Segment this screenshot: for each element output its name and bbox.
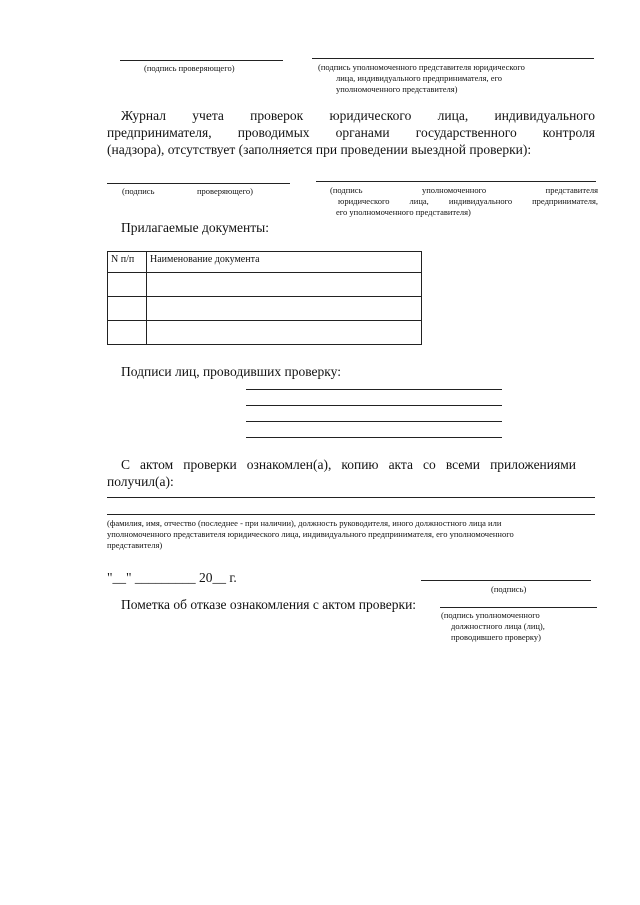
caption-line: (подпись уполномоченного <box>441 610 540 620</box>
acquainted-signature-caption: (подпись) <box>491 584 527 594</box>
table-cell[interactable] <box>147 273 422 297</box>
caption-line: (подпись уполномоченного представителя юридического <box>318 62 525 72</box>
journal-line: предпринимателя, проводимых органами государственного контроля <box>107 125 595 140</box>
attached-documents-table <box>107 251 422 345</box>
caption-line: (подпись уполномоченного представителя <box>330 185 598 195</box>
inspectors-signatures-heading: Подписи лиц, проводивших проверку: <box>121 364 341 379</box>
table-header-row <box>108 252 422 273</box>
acquainted-name-line[interactable] <box>107 514 595 515</box>
journal-inspector-caption: (подпись проверяющего) <box>122 186 253 196</box>
column-header-document-name: Наименование документа <box>147 252 422 273</box>
table-cell[interactable] <box>147 297 422 321</box>
caption-line: (фамилия, имя, отчество (последнее - при наличии), должность руководителя, иного должностного лица или <box>107 518 502 528</box>
inspector-signature-line <box>120 60 283 61</box>
table-row <box>108 321 422 345</box>
table-cell[interactable] <box>108 297 147 321</box>
inspector-signature-line[interactable] <box>246 421 502 422</box>
acquainted-line: С актом проверки ознакомлен(а), копию акта со всеми приложениями <box>121 457 576 472</box>
column-header-number: N п/п <box>108 252 147 273</box>
table-cell[interactable] <box>147 321 422 345</box>
table-row <box>108 297 422 321</box>
representative-signature-caption <box>318 62 588 95</box>
caption-line: уполномоченного представителя) <box>336 84 458 94</box>
acquainted-line: получил(а): <box>107 474 174 489</box>
journal-line: (надзора), отсутствует (заполняется при проведении выездной проверки): <box>107 142 532 157</box>
refusal-signature-caption <box>441 610 597 643</box>
caption-line: уполномоченного представителя юридического лица, индивидуального предпринимателя, его уполномоченного <box>107 529 514 539</box>
journal-line: Журнал учета проверок юридического лица, индивидуального <box>121 108 595 123</box>
inspector-signature-line[interactable] <box>246 405 502 406</box>
acquainted-name-line[interactable] <box>107 497 595 498</box>
acquainted-paragraph <box>107 456 576 490</box>
date-field[interactable]: "__" _________ 20__ г. <box>107 570 237 585</box>
refusal-note-label: Пометка об отказе ознакомления с актом проверки: <box>121 597 417 612</box>
caption-line: юридического лица, индивидуального предпринимателя, <box>338 196 598 206</box>
caption-line: проводившего проверку) <box>451 632 541 642</box>
journal-paragraph <box>107 107 595 158</box>
acquainted-signature-line[interactable] <box>421 580 591 581</box>
table-row <box>108 273 422 297</box>
caption-line: лица, индивидуального предпринимателя, его <box>336 73 503 83</box>
attached-documents-heading: Прилагаемые документы: <box>121 220 269 235</box>
representative-signature-line <box>312 58 594 59</box>
journal-representative-caption <box>330 185 598 218</box>
table-cell[interactable] <box>108 321 147 345</box>
acquainted-caption <box>107 518 599 551</box>
caption-line: должностного лица (лиц), <box>451 621 545 631</box>
refusal-signature-line[interactable] <box>440 607 597 608</box>
inspector-signature-caption: (подпись проверяющего) <box>144 63 235 73</box>
inspector-signature-line[interactable] <box>246 389 502 390</box>
inspector-signature-line[interactable] <box>246 437 502 438</box>
table-cell[interactable] <box>108 273 147 297</box>
journal-representative-signature-line <box>316 181 596 182</box>
caption-line: его уполномоченного представителя) <box>336 207 471 217</box>
caption-line: представителя) <box>107 540 163 550</box>
journal-inspector-signature-line <box>107 183 290 184</box>
